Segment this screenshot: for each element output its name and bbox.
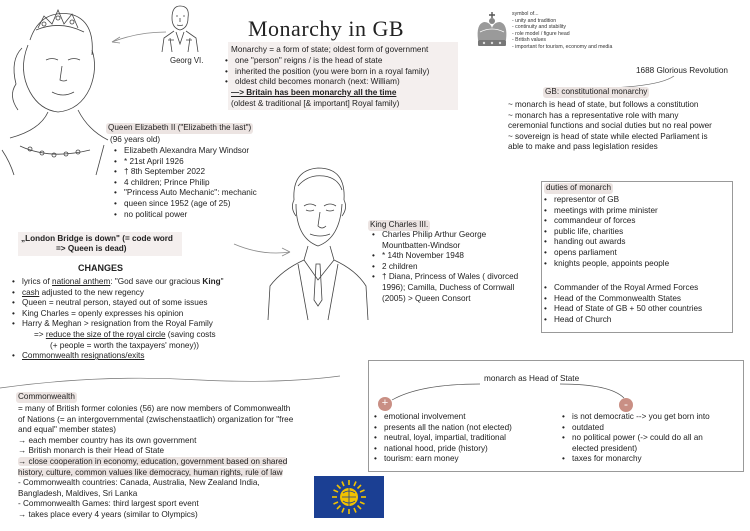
queen-sketch-icon	[0, 0, 110, 175]
symbol-heading: symbol of...	[512, 11, 539, 17]
list-item: • Head of Church	[542, 315, 702, 326]
bridge-line-1: „London Bridge is down" (= code word	[21, 234, 173, 243]
charles-list: • Charles Philip Arthur George Mountbatten-Windsor • * 14th November 1948 • 2 children • † Diana, Princess of Wales ( divorced 1996); Camilla, Duchess of Cornwall (2005) > Queen Consort	[372, 230, 519, 303]
list-item: • † 8th September 2022	[112, 167, 257, 178]
list-item: • Charles Philip Arthur George	[372, 230, 487, 239]
list-item: - continuity and stability	[512, 24, 566, 31]
list-item: • knights people, appoints people	[542, 259, 669, 270]
list-item: • † Diana, Princess of Wales ( divorced	[372, 272, 519, 282]
duties-heading: duties of monarch	[546, 183, 612, 192]
list-item: • representor of GB	[542, 195, 669, 206]
list-item: • oldest child becomes monarch (next: William)	[223, 77, 429, 88]
list-item: • outdated	[560, 423, 710, 434]
crown-icon	[474, 10, 510, 50]
list-item: - role model / figure head	[512, 30, 570, 37]
george-sketch-icon	[160, 4, 200, 54]
list-item: • 4 children; Prince Philip	[112, 178, 257, 189]
commonwealth-body: = many of British former colonies (56) are now members of Commonwealth of Nations (= an intergovernmental (zwischenstaatlich) organization for "free and equal" member states) → each member country has its own government → British monarch is their Head of State → close cooperation in economy, education, government based on shared history, culture, common values like democracy, human rights, rule of law - Commonwealth countries: Canada, Australia, New Zealand India, Bangladesh, Maldives, Sri Lanka - Commonwealth Games: third largest sport event → takes place every 4 years (similar to Olympics)	[18, 404, 294, 519]
divider-line	[0, 374, 340, 394]
list-item: • 2 children	[372, 261, 418, 271]
list-item: • one "person" reigns / is the head of state	[223, 56, 429, 67]
arrow-icon	[232, 240, 292, 260]
list-item: • neutral, loyal, impartial, traditional	[372, 433, 512, 444]
list-item: • * 21st April 1926	[112, 157, 257, 168]
intro-list	[223, 56, 429, 88]
elizabeth-heading: Queen Elizabeth II ("Elizabeth the last")	[108, 123, 252, 132]
glorious-revolution: 1688 Glorious Revolution	[636, 66, 728, 75]
list-item: => reduce the size of the royal circle (saving costs	[34, 329, 216, 339]
constitutional-body: ~ monarch is head of state, but follows a constitution ~ monarch has a representative role with many ceremonial functions and social duties but no real power ~ sovereign is head of state while elected Parliament is able to make and pass legislation resides	[508, 100, 712, 152]
list-item: • emotional involvement	[372, 412, 512, 423]
list-item: • public life, charities	[542, 227, 669, 238]
branch-lines	[380, 380, 640, 410]
list-item: • Commander of the Royal Armed Forces	[542, 283, 702, 294]
elizabeth-list	[112, 146, 257, 220]
elizabeth-age: (96 years old)	[110, 135, 161, 144]
list-item: • handing out awards	[542, 237, 669, 248]
list-item: • * 14th November 1948	[372, 251, 464, 261]
cons-list: • is not democratic --> you get born into • outdated • no political power (-> could do all an elected president) • taxes for monarchy	[560, 412, 710, 465]
list-item: • Elizabeth Alexandra Mary Windsor	[112, 146, 257, 157]
changes-heading: CHANGES	[78, 263, 124, 273]
list-item: • no political power (-> could do all an	[560, 433, 710, 444]
bridge-line-2: => Queen is dead)	[56, 244, 127, 253]
charles-heading: King Charles III.	[370, 220, 429, 229]
list-item: - important for tourism, economy and media	[512, 43, 613, 50]
list-item: • Commonwealth resignations/exits	[12, 351, 145, 361]
list-item: • meetings with prime minister	[542, 206, 669, 217]
list-item: • is not democratic --> you get born into	[560, 412, 710, 423]
constitutional-heading: GB: constitutional monarchy	[545, 87, 648, 96]
list-item: • lyrics of national anthem: "God save our gracious King"	[12, 277, 224, 286]
minus-badge: -	[619, 398, 633, 412]
list-item: • Head of State of GB + 50 other countries	[542, 304, 702, 315]
list-item: • tourism: earn money	[372, 454, 512, 465]
arrow-icon	[108, 28, 168, 48]
pros-list	[372, 412, 512, 465]
intro-arrow-line: —> Britain has been monarchy all the time	[231, 88, 397, 97]
plus-badge: +	[378, 397, 392, 411]
list-item: • national hood, pride (history)	[372, 444, 512, 455]
list-item: • Head of the Commonwealth States	[542, 294, 702, 305]
list-item: • "Princess Auto Mechanic": mechanic	[112, 188, 257, 199]
list-item: • presents all the nation (not elected)	[372, 423, 512, 434]
intro-definition: Monarchy = a form of state; oldest form of government	[231, 45, 429, 54]
list-item: • inherited the position (you were born in a royal family)	[223, 67, 429, 78]
list-item: • opens parliament	[542, 248, 669, 259]
page-title: Monarchy in GB	[248, 16, 405, 41]
list-item: - British values	[512, 37, 547, 44]
list-item: • Harry & Meghan > resignation from the Royal Family	[12, 319, 213, 329]
list-item: • no political power	[112, 210, 257, 221]
symbol-list	[512, 18, 612, 50]
changes-list: • lyrics of national anthem: "God save our gracious King" • cash adjusted to the new regency • Queen = neutral person, stayed out of some issues • King Charles = openly expresses his opinion • Harry & Meghan > resignation from the Royal Family => reduce the size of the royal circle (saving costs (+ people = worth the taxpayers' money)) • Commonwealth resignations/exits	[12, 277, 224, 361]
duties-list	[542, 195, 669, 269]
list-item: • King Charles = openly expresses his opinion	[12, 308, 184, 318]
list-item: - unity and tradition	[512, 18, 557, 24]
list-item: • taxes for monarchy	[560, 454, 710, 465]
commonwealth-heading: Commonwealth	[18, 392, 75, 401]
commonwealth-flag-icon	[314, 476, 384, 518]
head-of-state-heading: monarch as Head of State	[484, 374, 580, 383]
george-caption: Georg VI.	[170, 56, 204, 65]
list-item: • cash adjusted to the new regency	[12, 287, 144, 297]
list-item: • commandeur of forces	[542, 216, 669, 227]
list-item: • Queen = neutral person, stayed out of some issues	[12, 298, 208, 308]
intro-last-line: (oldest & traditional [& important] Royal family)	[231, 99, 400, 108]
list-item: • queen since 1952 (age of 25)	[112, 199, 257, 210]
duties-list-2	[542, 283, 702, 325]
